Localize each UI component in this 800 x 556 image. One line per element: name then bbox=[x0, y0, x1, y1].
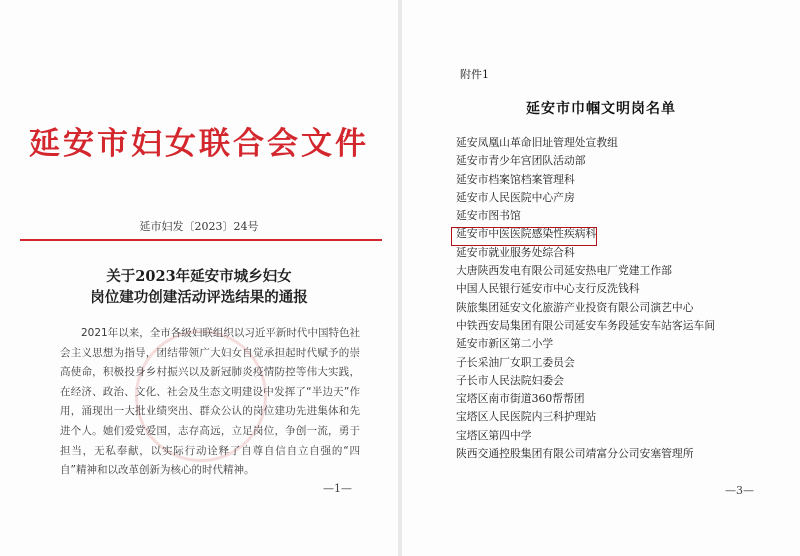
list-item: 延安市人民医院中心产房 bbox=[456, 190, 575, 204]
right-page bbox=[402, 0, 800, 556]
list-item: 子长市人民法院妇委会 bbox=[456, 373, 564, 387]
notice-title-line-2: 岗位建功创建活动评选结果的通报 bbox=[90, 289, 308, 306]
honoree-list bbox=[456, 134, 715, 463]
list-item: 延安市图书馆 bbox=[456, 209, 521, 223]
list-item: 延安凤凰山革命旧址管理处宣教组 bbox=[456, 136, 618, 149]
document-heading: 延安市妇女联合会文件 bbox=[29, 126, 369, 162]
page-number-left: —1— bbox=[323, 482, 352, 495]
list-item: 宝塔区第四中学 bbox=[456, 428, 532, 442]
page-number-right: —3— bbox=[725, 484, 754, 497]
list-item: 中铁西安局集团有限公司延安车务段延安车站客运车间 bbox=[456, 318, 716, 332]
highlight-box bbox=[451, 227, 597, 246]
list-item: 陕旅集团延安文化旅游产业投资有限公司演艺中心 bbox=[456, 300, 694, 314]
list-item: 大唐陕西发电有限公司延安热电厂党建工作部 bbox=[456, 264, 672, 278]
list-item: 陕西交通控股集团有限公司靖富分公司安塞管理所 bbox=[456, 447, 694, 461]
list-item-highlighted: 延安市中医医院感染性疾病科 bbox=[456, 227, 597, 241]
list-item: 中国人民银行延安市中心支行反洗钱科 bbox=[456, 282, 640, 296]
notice-title bbox=[0, 266, 398, 308]
list-item: 子长采油厂女职工委员会 bbox=[456, 355, 575, 369]
list-title: 延安市巾帼文明岗名单 bbox=[526, 101, 676, 117]
red-divider-line bbox=[20, 239, 382, 241]
list-item: 宝塔区南市街道360帮帮团 bbox=[456, 392, 585, 406]
list-item: 延安市新区第二小学 bbox=[456, 337, 554, 351]
list-item: 宝塔区人民医院内三科护理站 bbox=[456, 410, 597, 424]
notice-title-line-1: 关于2023年延安市城乡妇女 bbox=[106, 268, 292, 285]
body-paragraph: 2021年以来，全市各级妇联组织以习近平新时代中国特色社会主义思想为指导，团结带领广大妇女自觉承担起时代赋予的崇高使命，积极投身乡村振兴以及新冠肺炎疫情防控等伟大实践，在经济、政治、文化、社会及生态文明建设中发挥了“半边天”作用，涌现出一大批业绩突出、群众公认的岗位建功先进集体和先进个人。她们爱党爱国，志存高远，立足岗位，争创一流，勇于担当，无私奉献，以实际行动诠释了自尊自信自立自强的“四自”精神和以改革创新为核心的时代精神。 bbox=[60, 327, 360, 477]
left-page bbox=[0, 0, 398, 556]
annex-label: 附件1 bbox=[460, 68, 489, 81]
list-item: 延安市档案馆档案管理科 bbox=[456, 172, 575, 186]
document-number: 延市妇发〔2023〕24号 bbox=[139, 220, 259, 233]
list-item: 延安市青少年宫团队活动部 bbox=[456, 154, 586, 168]
list-item: 延安市就业服务处综合科 bbox=[456, 245, 575, 259]
